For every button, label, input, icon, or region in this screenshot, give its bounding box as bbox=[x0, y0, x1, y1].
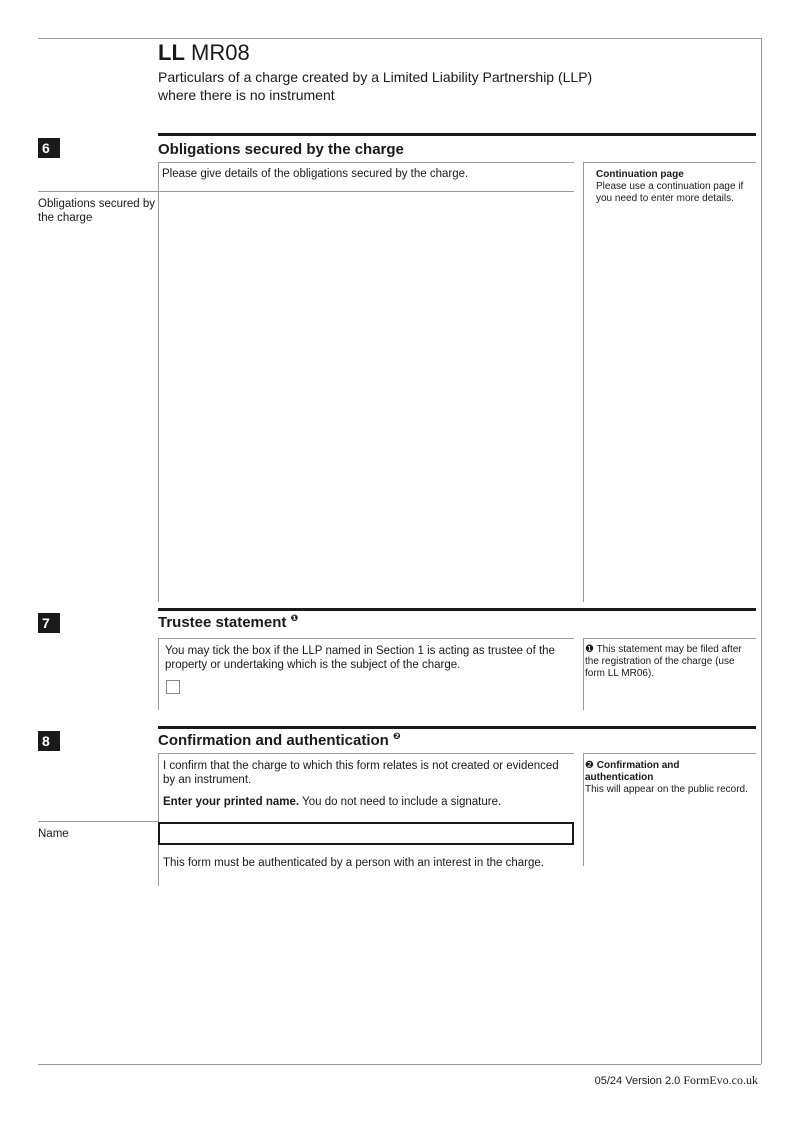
enter-name-rest: You do not need to include a signature. bbox=[299, 796, 502, 808]
authentication-note: This form must be authenticated by a person with an interest in the charge. bbox=[163, 857, 544, 869]
section-8-number: 8 bbox=[38, 731, 60, 751]
trustee-sidebar-note bbox=[585, 644, 750, 680]
section-7-left-rule bbox=[158, 638, 159, 710]
section-7-title-wrap bbox=[158, 613, 298, 631]
form-code bbox=[158, 40, 250, 66]
section-6-rule bbox=[158, 133, 756, 136]
form-prefix: LL bbox=[158, 40, 185, 65]
section-6-title-underline bbox=[158, 162, 574, 163]
section-6-instruction-underline bbox=[158, 191, 574, 192]
top-border bbox=[38, 38, 761, 39]
name-label-rule bbox=[38, 821, 158, 822]
continuation-page-note bbox=[596, 169, 751, 205]
obligations-textarea[interactable] bbox=[160, 193, 582, 601]
section-8-left-rule bbox=[158, 753, 159, 886]
enter-name-bold: Enter your printed name. bbox=[163, 796, 300, 808]
footer-version: 05/24 Version 2.0 bbox=[594, 1075, 681, 1087]
right-border bbox=[761, 38, 762, 1064]
confirmation-sidebar-note bbox=[585, 760, 750, 796]
confirmation-sidebar-marker: ❷ bbox=[585, 760, 594, 771]
form-code-number: MR08 bbox=[191, 40, 250, 65]
section-7-rule bbox=[158, 608, 756, 611]
obligations-field-label: Obligations secured by the charge bbox=[38, 198, 155, 224]
section-8-title: Confirmation and authentication bbox=[158, 732, 389, 749]
name-label: Name bbox=[38, 828, 69, 840]
confirmation-sidebar-text: This will appear on the public record. bbox=[585, 784, 748, 795]
continuation-page-text: Please use a continuation page if you need to enter more details. bbox=[596, 181, 744, 204]
bottom-border bbox=[38, 1064, 761, 1065]
section-7-title-underline bbox=[158, 638, 574, 639]
note-2-marker: ❷ bbox=[393, 731, 401, 741]
footer-brand: FormEvo.co.uk bbox=[683, 1073, 758, 1087]
section-6-right-rule bbox=[583, 162, 584, 602]
trustee-sidebar-marker: ❶ bbox=[585, 644, 594, 655]
section-8-rule bbox=[158, 726, 756, 729]
trustee-statement-text: You may tick the box if the LLP named in Section 1 is acting as trustee of the property or undertaking which is the subject of the charge. bbox=[165, 645, 555, 671]
section-6-left-rule bbox=[158, 162, 159, 602]
trustee-sidebar-text: This statement may be filed after the registration of the charge (use form LL MR06). bbox=[585, 644, 742, 679]
footer bbox=[595, 1073, 758, 1088]
name-input[interactable] bbox=[158, 822, 574, 845]
section-8-title-wrap bbox=[158, 731, 401, 749]
continuation-page-title: Continuation page bbox=[596, 169, 684, 180]
section-8-title-underline bbox=[158, 753, 574, 754]
section-7-number: 7 bbox=[38, 613, 60, 633]
section-7-right-rule bbox=[583, 638, 584, 710]
form-subtitle bbox=[158, 68, 592, 104]
section-6-instruction: Please give details of the obligations secured by the charge. bbox=[162, 168, 469, 180]
section-8-right-rule bbox=[583, 753, 584, 866]
section-7-sidebar-topline bbox=[583, 638, 756, 639]
confirmation-text: I confirm that the charge to which this form relates is not created or evidenced by an instrument. bbox=[163, 760, 559, 786]
note-1-marker: ❶ bbox=[290, 613, 299, 623]
trustee-checkbox[interactable] bbox=[166, 680, 180, 694]
subtitle-line-2: where there is no instrument bbox=[158, 87, 335, 103]
confirmation-sidebar-title: Confirmation and authentication bbox=[585, 760, 680, 783]
section-6-title: Obligations secured by the charge bbox=[158, 141, 404, 158]
obligations-label-rule bbox=[38, 191, 158, 192]
subtitle-line-1: Particulars of a charge created by a Limited Liability Partnership (LLP) bbox=[158, 69, 593, 85]
section-8-sidebar-topline bbox=[583, 753, 756, 754]
section-6-sidebar-topline bbox=[583, 162, 756, 163]
section-6-number: 6 bbox=[38, 138, 60, 158]
enter-name-instruction bbox=[163, 795, 573, 809]
section-7-title: Trustee statement bbox=[158, 614, 287, 631]
